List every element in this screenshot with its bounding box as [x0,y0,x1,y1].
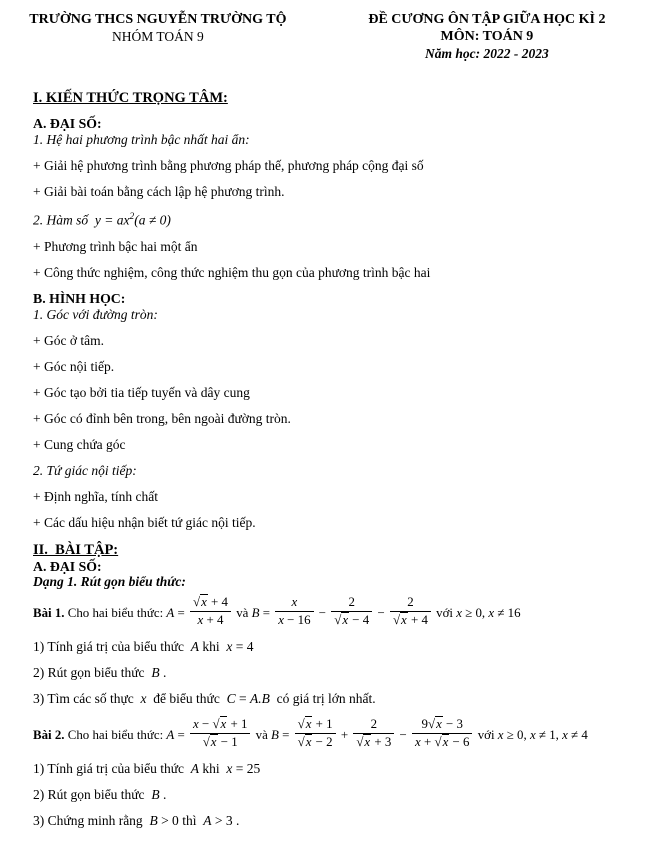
document-body [0,62,658,828]
math-text: = [259,605,274,620]
math-text: + 1 [227,717,248,732]
fraction-numerator [390,595,431,612]
sqrt-radical-icon: √ [434,735,442,750]
sqrt-radical-icon: √ [212,717,220,732]
sqrt-radicand: x [220,717,227,732]
fraction-denominator [390,612,431,628]
math-variable: x [197,613,204,628]
sqrt-radicand: x [364,735,371,750]
math-text: − 2 [312,735,333,750]
text-run: Cho hai biểu thức: [64,727,167,742]
math-text: + 4 [407,613,428,628]
text-run: Cho hai biểu thức: [64,605,167,620]
text-run: I. KIẾN THỨC TRỌNG TÂM: [33,90,228,106]
bai-2-statement [33,717,633,753]
text-run: với [474,727,498,742]
bold-text: Bài 2. [33,727,65,742]
math-variable: x [415,735,421,750]
math-superscript: 2 [129,212,135,222]
bullet-item [33,158,633,173]
math-text: = 4 [232,638,254,654]
math-variable: x [456,605,462,620]
fraction-numerator [190,595,231,612]
math-variable: A [190,760,200,776]
fraction-denominator [353,734,394,750]
text-run: 1) Tính giá trị của biểu thức [33,638,191,654]
bullet-item [33,184,633,199]
math-variable: x [497,727,504,742]
sqrt-radicand: x [305,735,312,750]
math-text: − [374,605,388,620]
text-run: II. BÀI TẬP: [33,541,119,558]
math-text: + [420,735,435,750]
text-run: + Góc tạo bởi tia tiếp tuyến và dây cung [33,384,250,400]
math-sqrt [193,594,208,609]
math-text: − 6 [449,735,470,750]
text-run: . [232,812,240,828]
bold-text: Bài 1. [33,605,65,620]
math-text: > 0 [157,812,179,828]
math-text: 2 [370,717,378,732]
fraction-denominator [190,612,231,628]
math-text: 2 [407,595,414,610]
math-variable: x [291,595,298,610]
math-text: ( [134,212,139,228]
text-run: có giá trị lớn nhất. [269,690,376,706]
text-run: để biểu thức [146,690,227,706]
text-run: . [159,786,167,802]
math-text: > 3 [211,812,233,828]
math-fraction [190,717,250,750]
math-variable: x [140,690,147,706]
text-run: và [252,727,272,742]
math-sqrt [356,734,371,749]
text-run: 2) Rút gọn biểu thức [33,786,152,802]
math-fraction [190,595,231,628]
fraction-denominator [295,734,336,750]
math-sqrt [428,716,443,731]
sqrt-radical-icon: √ [192,595,201,610]
text-run: + Cung chứa góc [33,436,126,452]
math-variable: A [203,812,212,828]
sqrt-radical-icon: √ [334,613,342,628]
document-title: ĐỀ CƯƠNG ÔN TẬP GIỮA HỌC KÌ 2 [368,12,606,27]
algebra-topic-1 [33,132,633,147]
sqrt-radical-icon: √ [392,613,401,628]
bullet-item [33,265,633,280]
text-run: 1. Góc với đường tròn: [33,306,158,322]
math-sqrt [334,612,349,627]
math-variable: y [94,212,101,228]
math-text: = [100,212,117,228]
math-variable: C [226,690,236,706]
text-run: + Giải bài toán bằng cách lập hệ phương trình. [33,184,285,199]
bullet-item [33,333,633,348]
math-fraction [390,595,431,628]
school-year-line: Năm học: 2022 - 2023 [425,46,549,61]
text-run: B. HÌNH HỌC: [33,290,126,306]
math-text: ≥ 0, [503,727,530,742]
math-text: − 3 [442,717,463,732]
math-variable: A.B [249,690,270,706]
math-text: + 4 [207,595,228,610]
math-text: = 25 [232,760,261,776]
math-variable: x [226,760,233,776]
sqrt-radical-icon: √ [297,717,305,732]
text-run: + Giải hệ phương trình bằng phương pháp thế, phương pháp cộng đại số [33,158,424,173]
text-run: + Góc ở tâm. [33,332,104,348]
math-variable: x [278,613,284,628]
math-fraction [412,717,472,750]
bai-1-q3 [33,691,633,706]
math-text: + 3 [371,735,392,750]
math-variable: B [271,727,279,742]
math-variable: B [151,786,160,802]
sqrt-radical-icon: √ [428,717,436,732]
math-variable: ax [116,212,130,228]
text-run: A. ĐẠI SỐ: [33,558,102,574]
math-text: = [278,727,293,742]
bullet-item [33,359,633,374]
geometry-topic-2 [33,463,633,478]
sqrt-radicand: x [201,595,207,610]
math-text: = [235,690,250,706]
text-run: với [432,605,457,620]
math-variable: x [226,638,233,654]
math-variable: A [166,727,175,742]
math-text: ≠ 16 [494,605,521,620]
algebra-topic-2 [33,210,633,228]
math-fraction [331,595,372,628]
bai-2-q3 [33,813,633,828]
math-text: − 4 [349,613,370,628]
bullet-item [33,239,633,254]
text-run: 2. Hàm số [33,212,95,228]
math-variable: x [562,727,568,742]
math-fraction [353,717,394,750]
text-run: khi [199,638,227,654]
sqrt-radical-icon: √ [297,735,305,750]
section-ii-heading [33,541,633,559]
math-text: − 1 [217,735,238,750]
sqrt-radical-icon: √ [202,735,210,750]
bai-2-q2 [33,787,633,802]
math-text: + [337,727,352,742]
school-name: TRƯỜNG THCS NGUYỄN TRƯỜNG TỘ [29,12,287,27]
math-fraction [295,717,336,750]
algebra-heading [33,116,633,131]
math-text: ≠ 0) [145,212,171,228]
exam-block [316,11,658,62]
text-run: 2) Rút gọn biểu thức [33,664,152,680]
math-variable: B [251,605,260,620]
dang-1-heading [33,574,633,589]
sqrt-radicand: x [436,717,442,732]
math-text: − [198,717,213,732]
sqrt-radicand: x [342,613,349,628]
geometry-topic-1 [33,307,633,322]
math-text: = [174,605,188,620]
fraction-denominator [275,612,313,628]
math-sqrt [212,716,227,731]
math-text: 2 [348,595,355,610]
fraction-numerator [190,717,250,734]
bullet-item [33,437,633,452]
text-run: . [159,664,167,680]
text-run: Dạng 1. Rút gọn biểu thức: [33,573,186,589]
math-text: = [174,727,188,742]
math-text: − [396,727,411,742]
bai-1-statement [33,595,633,631]
text-run: 3) Chứng minh rằng [33,812,150,828]
text-run: A. ĐẠI SỐ: [33,116,102,131]
fraction-numerator [412,717,472,734]
math-variable: a [138,212,146,228]
fraction-numerator [275,595,313,612]
bullet-item [33,385,633,400]
math-text: + 4 [203,613,224,628]
sqrt-radicand: x [442,735,449,750]
bullet-item [33,489,633,504]
math-fraction [275,595,313,628]
fraction-denominator [331,612,372,628]
school-block [0,11,316,62]
text-run: + Công thức nghiệm, công thức nghiệm thu gọn của phương trình bậc hai [33,264,431,280]
fraction-numerator [353,717,394,734]
math-sqrt [393,612,408,627]
sqrt-radicand: x [305,717,312,732]
bullet-item [33,515,633,530]
document-header [0,0,658,62]
text-run: 1. Hệ hai phương trình bậc nhất hai ẩn: [33,132,250,147]
math-variable: A [166,605,175,620]
bai-2-q1 [33,761,633,776]
text-run: + Các dấu hiệu nhận biết tứ giác nội tiếp. [33,514,256,530]
fraction-denominator [190,734,250,750]
text-run: + Phương trình bậc hai một ẩn [33,238,198,254]
math-variable: x [192,717,199,732]
text-run: thì [178,812,204,828]
text-run: và [232,605,252,620]
text-run: + Định nghĩa, tính chất [33,488,158,504]
school-group: NHÓM TOÁN 9 [112,29,204,44]
text-run: + Góc nội tiếp. [33,358,115,374]
fraction-numerator [331,595,372,612]
math-variable: B [149,812,158,828]
text-run: + Góc có đỉnh bên trong, bên ngoài đường tròn. [33,410,291,426]
math-text: + 1 [312,717,333,732]
math-text: ≠ 4 [567,727,588,742]
bai-1-q1 [33,639,633,654]
math-sqrt [298,716,313,731]
fraction-numerator [295,717,336,734]
fraction-denominator [412,734,472,750]
sqrt-radicand: x [401,613,407,628]
text-run: 2. Tứ giác nội tiếp: [33,462,137,478]
text-run: 1) Tính giá trị của biểu thức [33,760,191,776]
text-run: 3) Tìm các số thực [33,690,141,706]
subject-line: MÔN: TOÁN 9 [440,29,534,44]
math-text: ≠ 1, [535,727,563,742]
math-sqrt [435,734,450,749]
math-sqrt [298,734,313,749]
math-text: − [315,605,330,620]
bullet-item [33,411,633,426]
math-variable: A [190,638,200,654]
math-variable: x [488,605,495,620]
math-text: − 16 [283,613,311,628]
bai-1-q2 [33,665,633,680]
math-variable: B [151,664,160,680]
math-sqrt [203,734,218,749]
algebra-heading-2 [33,559,633,574]
text-run: khi [199,760,227,776]
math-variable: x [529,727,536,742]
sqrt-radicand: x [210,735,217,750]
sqrt-radical-icon: √ [356,735,364,750]
math-text: 9 [421,717,428,732]
section-i-heading [33,89,633,107]
math-text: ≥ 0, [461,605,489,620]
geometry-heading [33,291,633,306]
